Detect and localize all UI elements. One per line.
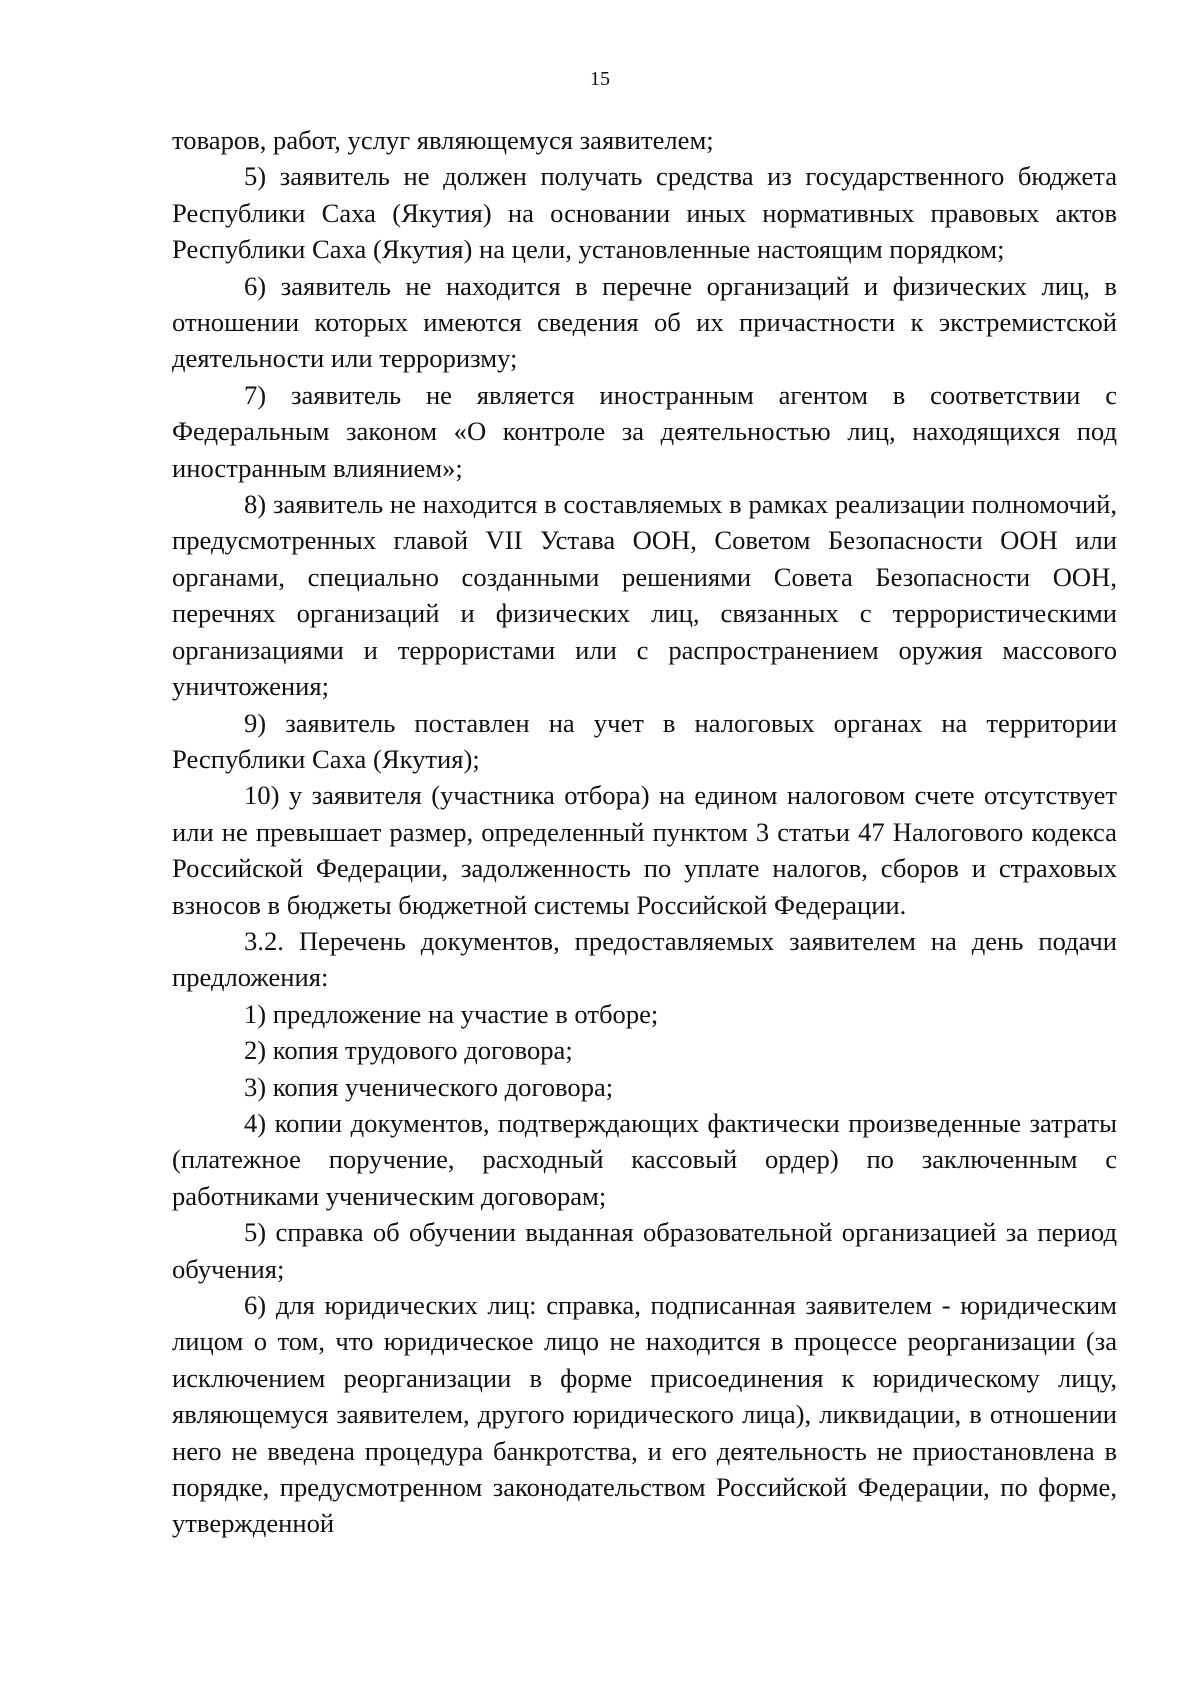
paragraph-doc-1: 1) предложение на участие в отборе; — [244, 998, 659, 1029]
paragraph-doc-4: 4) копии документов, подтверждающих фактически произведенные затраты (платежное поручение, расходный кассовый ордер) по заключенным с работниками ученическим договорам; — [172, 1107, 1117, 1211]
paragraph-item-7: 7) заявитель не является иностранным агентом в соответствии с Федеральным законом «О контроле за деятельностью лиц, находящихся под иностранным влиянием»; — [172, 379, 1117, 483]
paragraph-item-10: 10) у заявителя (участника отбора) на едином налоговом счете отсутствует или не превышает размер, определенный пунктом 3 статьи 47 Налогового кодекса Российской Федерации, задолженность по уплате налогов, сборов и страховых взносов в бюджеты бюджетной системы Российской Федерации. — [172, 780, 1117, 920]
paragraph-item-6: 6) заявитель не находится в перечне организаций и физических лиц, в отношении которых имеются сведения об их причастности к экстремистской деятельности или терроризму; — [172, 270, 1117, 374]
paragraph-continuation: товаров, работ, услуг являющемуся заявителем; — [172, 125, 714, 155]
paragraph-section-3-2: 3.2. Перечень документов, предоставляемых заявителем на день подачи предложения: — [172, 925, 1117, 993]
paragraph-item-9: 9) заявитель поставлен на учет в налоговых органах на территории Республики Саха (Якутия); — [172, 707, 1117, 774]
page-number: 15 — [590, 68, 610, 90]
paragraph-doc-5: 5) справка об обучении выданная образовательной организацией за период обучения; — [172, 1217, 1117, 1284]
document-body — [172, 122, 1117, 1542]
paragraph-item-5: 5) заявитель не должен получать средства из государственного бюджета Республики Саха (Якутия) на основании иных нормативных правовых актов Республики Саха (Якутия) на цели, установленные настоящим порядком; — [172, 161, 1117, 265]
paragraph-doc-2: 2) копия трудового договора; — [244, 1035, 573, 1066]
paragraph-doc-6: 6) для юридических лиц: справка, подписанная заявителем - юридическим лицом о том, что юридическое лицо не находится в процессе реорганизации (за исключением реорганизации в форме присоединения к юридическому лицу, являющемуся заявителем, другого юридического лица), ликвидации, в отношении него не введена процедура банкротства, и его деятельность не приостановлена в порядке, предусмотренном законодательством Российской Федерации, по форме, утвержденной — [172, 1290, 1117, 1539]
paragraph-item-8: 8) заявитель не находится в составляемых в рамках реализации полномочий, предусмотренных главой VII Устава ООН, Советом Безопасности ООН или органами, специально созданными решениями Совета Безопасности ООН, перечнях организаций и физических лиц, связанных с террористическими организациями и террористами или с распространением оружия массового уничтожения; — [172, 489, 1117, 702]
paragraph-doc-3: 3) копия ученического договора; — [244, 1071, 614, 1102]
